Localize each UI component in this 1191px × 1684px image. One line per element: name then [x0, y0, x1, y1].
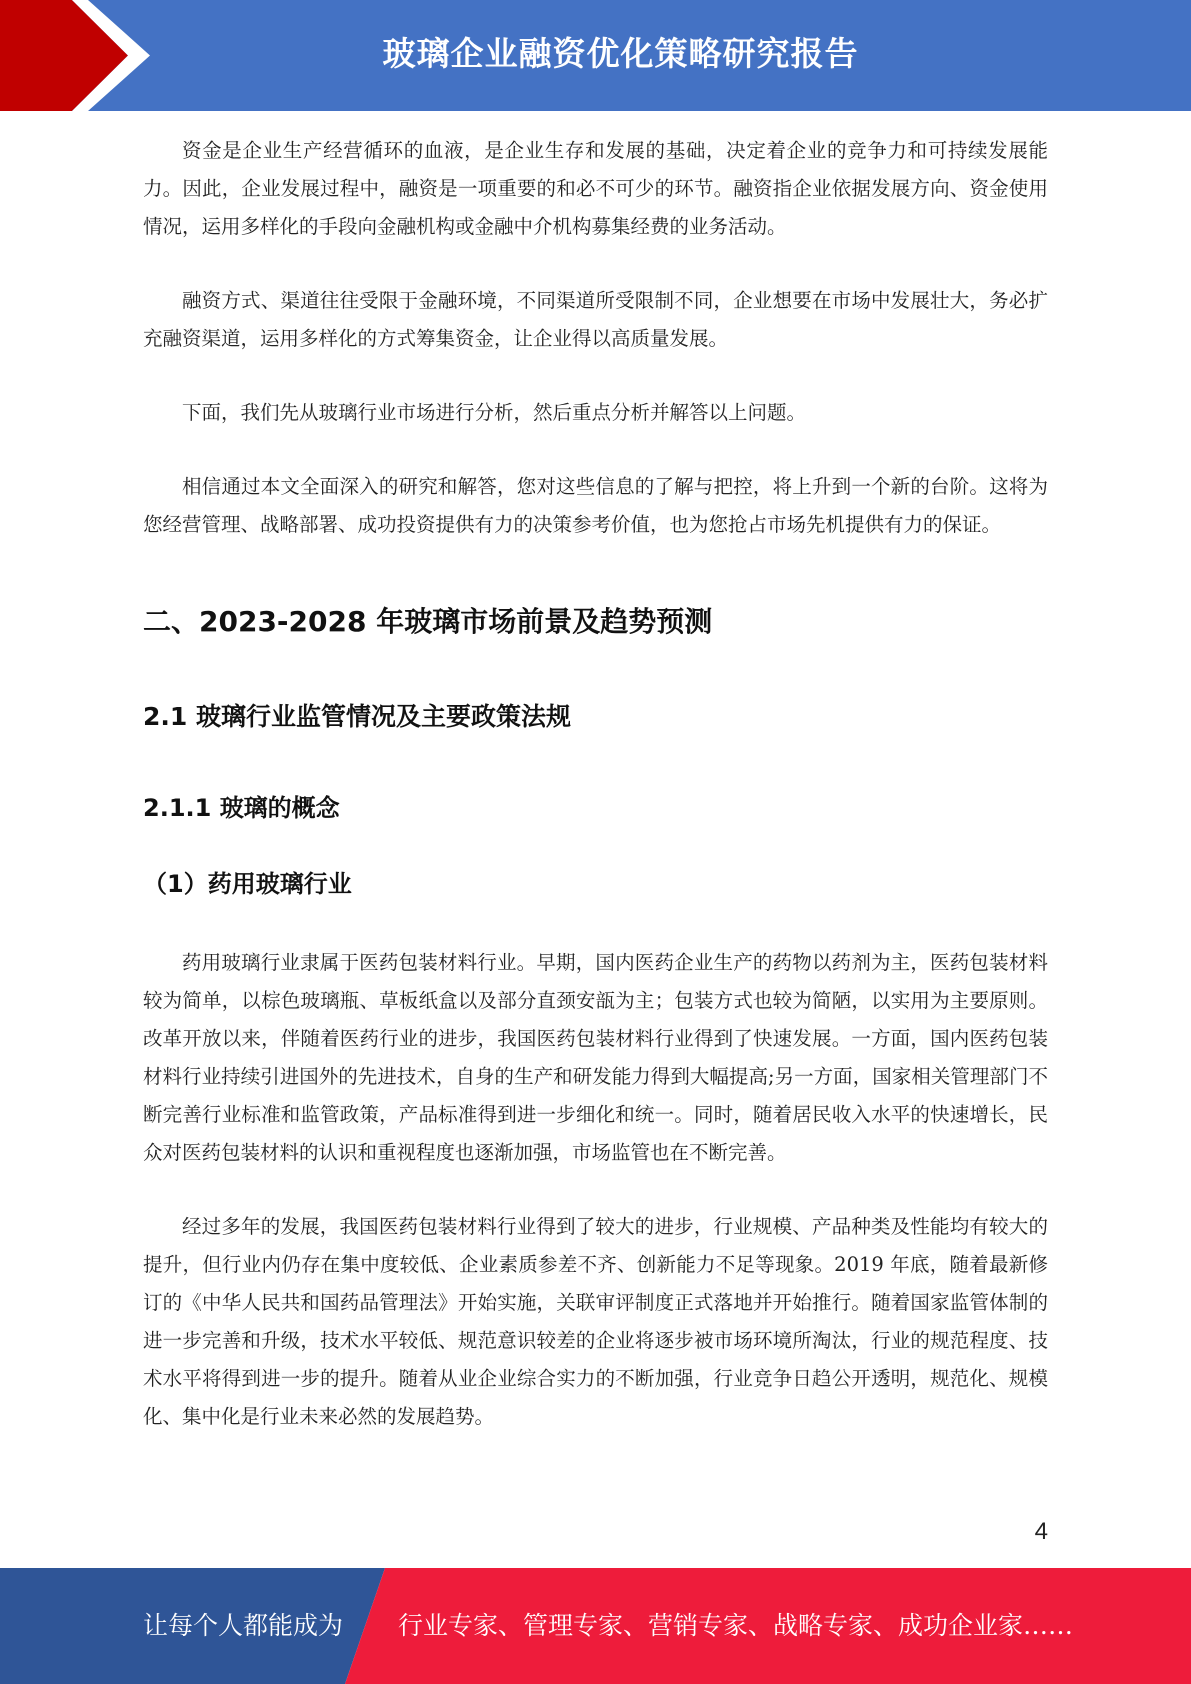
subsubsection-heading: 2.1.1 玻璃的概念: [143, 794, 340, 822]
page-content: [143, 132, 1048, 1436]
intro-paragraph-1: 资金是企业生产经营循环的血液，是企业生存和发展的基础，决定着企业的竞争力和可持续发展能力。因此，企业发展过程中，融资是一项重要的和必不可少的环节。融资指企业依据发展方向、资金使用情况，运用多样化的手段向金融机构或金融中介机构募集经费的业务活动。: [143, 139, 1048, 238]
intro-paragraph-2: 融资方式、渠道往往受限于金融环境，不同渠道所受限制不同，企业想要在市场中发展壮大，务必扩充融资渠道，运用多样化的方式筹集资金，让企业得以高质量发展。: [143, 289, 1048, 350]
section-heading: 二、2023-2028 年玻璃市场前景及趋势预测: [143, 605, 713, 638]
subsection-heading: 2.1 玻璃行业监管情况及主要政策法规: [143, 702, 571, 731]
intro-paragraph-4: 相信通过本文全面深入的研究和解答，您对这些信息的了解与把控，将上升到一个新的台阶。这将为您经营管理、战略部署、成功投资提供有力的决策参考价值，也为您抢占市场先机提供有力的保证。: [143, 475, 1048, 536]
item-heading: （1）药用玻璃行业: [143, 870, 352, 898]
header-arrow-decoration: [0, 0, 160, 111]
page-footer: [0, 1568, 1191, 1684]
footer-slogan-left: 让每个人都能成为: [143, 1611, 344, 1640]
report-title: 玻璃企业融资优化策略研究报告: [382, 34, 859, 73]
body-paragraph-1: 药用玻璃行业隶属于医药包装材料行业。早期，国内医药企业生产的药物以药剂为主，医药包装材料较为简单，以棕色玻璃瓶、草板纸盒以及部分直颈安瓿为主；包装方式也较为简陋，以实用为主要原则。改革开放以来，伴随着医药行业的进步，我国医药包装材料行业得到了快速发展。一方面，国内医药包装材料行业持续引进国外的先进技术，自身的生产和研发能力得到大幅提高;另一方面，国家相关管理部门不断完善行业标准和监管政策，产品标准得到进一步细化和统一。同时，随着居民收入水平的快速增长，民众对医药包装材料的认识和重视程度也逐渐加强，市场监管也在不断完善。: [143, 951, 1048, 1164]
intro-paragraph-3: 下面，我们先从玻璃行业市场进行分析，然后重点分析并解答以上问题。: [182, 401, 807, 424]
page-header: [0, 0, 1191, 111]
footer-slogan-right: 行业专家、管理专家、营销专家、战略专家、成功企业家……: [398, 1611, 1074, 1640]
page-number: 4: [1034, 1518, 1048, 1545]
body-paragraph-2: 经过多年的发展，我国医药包装材料行业得到了较大的进步，行业规模、产品种类及性能均有较大的提升，但行业内仍存在集中度较低、企业素质参差不齐、创新能力不足等现象。2019 年底，随着最新修订的《中华人民共和国药品管理法》开始实施，关联审评制度正式落地并开始推行。随着国家监管体制的进一步完善和升级，技术水平较低、规范意识较差的企业将逐步被市场环境所淘汰，行业的规范程度、技术水平将得到进一步的提升。随着从业企业综合实力的不断加强，行业竞争日趋公开透明，规范化、规模化、集中化是行业未来必然的发展趋势。: [143, 1215, 1048, 1428]
